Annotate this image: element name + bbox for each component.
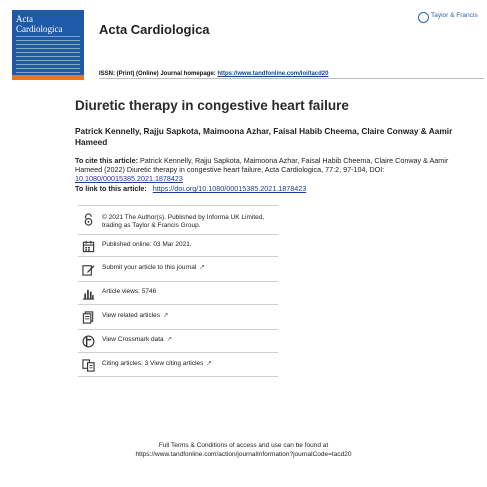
divider — [78, 281, 278, 282]
external-link-icon: ↗ — [206, 360, 212, 367]
external-link-icon: ↗ — [166, 336, 173, 343]
cite-doi-link[interactable]: 10.1080/00015385.2021.1878423 — [75, 174, 183, 183]
info-item-crossmark[interactable] — [82, 335, 282, 349]
terms-footer — [0, 441, 487, 459]
issn-label: ISSN: (Print) (Online) Journal homepage: — [99, 71, 216, 77]
info-text: Citing articles: 3 View citing articles — [102, 360, 204, 367]
article-link — [75, 184, 455, 193]
divider — [78, 304, 278, 305]
citation — [75, 156, 455, 183]
cover-title: Acta Cardiologica — [16, 14, 63, 34]
info-text: Submit your article to this journal — [102, 264, 197, 271]
calendar-icon — [82, 240, 95, 253]
publisher-logo[interactable] — [418, 10, 482, 30]
info-item-published — [82, 240, 282, 254]
journal-title: Acta Cardiologica — [99, 22, 210, 37]
crossmark-icon — [82, 335, 95, 348]
divider — [78, 234, 278, 235]
header-divider — [99, 78, 484, 79]
external-link-icon: ↗ — [199, 264, 205, 271]
open-access-icon — [82, 213, 95, 226]
cite-label: To cite this article: — [75, 156, 138, 165]
article-authors: Patrick Kennelly, Rajju Sapkota, Maimoona Azhar, Faisal Habib Cheema, Claire Conway & Aamir Hameed — [75, 126, 453, 147]
divider — [78, 329, 278, 330]
issn-line — [99, 71, 328, 77]
related-articles-icon — [82, 311, 95, 324]
terms-text: Full Terms & Conditions of access and use can be found at — [158, 442, 329, 449]
link-label: To link to this article: — [75, 184, 147, 193]
cover-accent-bar — [12, 75, 84, 80]
external-link-icon: ↗ — [163, 312, 169, 319]
publisher-logo-icon — [418, 12, 429, 23]
info-item-related[interactable] — [82, 311, 282, 325]
divider — [78, 376, 278, 377]
divider — [78, 205, 278, 206]
pencil-icon — [82, 263, 95, 276]
info-text: Article views: 5746 — [102, 288, 157, 295]
journal-homepage-link[interactable]: https://www.tandfonline.com/loi/tacd20 — [217, 71, 329, 77]
cover-text-lines — [16, 36, 80, 80]
terms-link[interactable]: https://www.tandfonline.com/action/journalInformation?journalCode=tacd20 — [135, 451, 352, 458]
cite-text: Patrick Kennelly, Rajju Sapkota, Maimoona Azhar, Faisal Habib Cheema, Claire Conway & Aamir Hameed (2022) Diuretic therapy in congestive heart failure, Acta Cardiologica, 77:2, 97-104, DOI: — [75, 156, 449, 174]
info-item-views — [82, 287, 282, 301]
article-title: Diuretic therapy in congestive heart failure — [75, 98, 349, 113]
journal-cover — [12, 10, 84, 80]
article-doi-link[interactable]: https://doi.org/10.1080/00015385.2021.1878423 — [152, 184, 307, 193]
info-item-submit[interactable] — [82, 263, 282, 277]
bar-chart-icon — [82, 287, 95, 300]
info-text: View Crossmark data — [102, 336, 164, 343]
info-link[interactable] — [102, 336, 277, 344]
info-text: © 2021 The Author(s). Published by Informa UK Limited, trading as Taylor & Francis Group. — [102, 214, 265, 229]
info-link[interactable] — [102, 264, 277, 272]
info-link[interactable] — [102, 312, 277, 320]
info-link[interactable] — [102, 360, 277, 368]
publisher-logo-text: Taylor & Francis — [431, 12, 478, 19]
citing-articles-icon — [82, 359, 95, 372]
info-text: View related articles — [102, 312, 161, 319]
info-text: Published online: 03 Mar 2021. — [102, 241, 192, 248]
divider — [78, 352, 278, 353]
info-item-citing[interactable] — [82, 359, 282, 373]
divider — [78, 256, 278, 257]
